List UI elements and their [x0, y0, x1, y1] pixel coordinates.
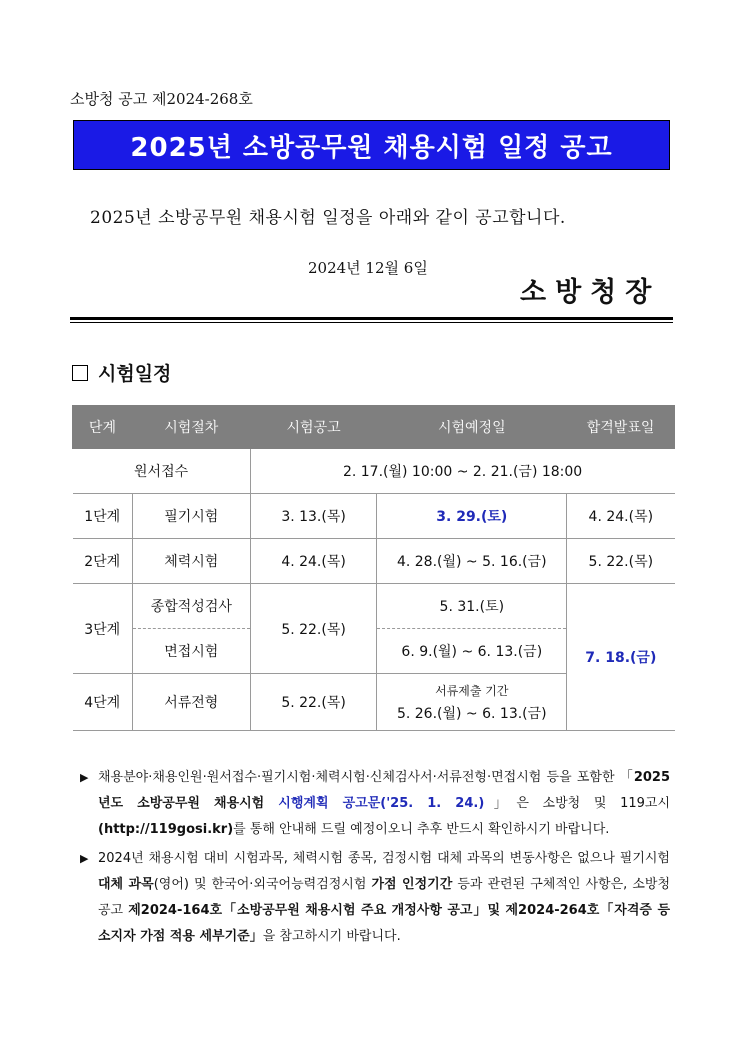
header-stage: 단계 — [73, 406, 133, 449]
page-title: 2025년 소방공무원 채용시험 일정 공고 — [130, 132, 613, 163]
application-label: 원서접수 — [73, 449, 251, 494]
procedure-cell: 필기시험 — [132, 494, 250, 539]
procedure-cell: 체력시험 — [132, 539, 250, 584]
note-bold: 가점 인정기간 — [371, 877, 453, 892]
stage-cell: 4단계 — [73, 674, 133, 731]
note-1 — [80, 765, 670, 843]
procedure-cell: 종합적성검사 — [132, 584, 250, 629]
notice-date: 2024년 12월 6일 — [308, 259, 428, 277]
header-result-date: 합격발표일 — [567, 406, 675, 449]
note-link[interactable]: (http://119gosi.kr) — [98, 822, 234, 837]
note-text: 을 참고하시기 바랍니다. — [262, 929, 401, 944]
title-banner — [73, 120, 670, 170]
procedure-cell: 서류전형 — [132, 674, 250, 731]
note-highlight: 시행계획 공고문('25. 1. 24.) — [278, 796, 485, 811]
note-text: 등과 관련된 구체적인 사항은, 소방청 공고 — [98, 877, 671, 918]
final-result-cell: 7. 18.(금) — [567, 584, 675, 731]
exam-note: 서류제출 기간 — [435, 683, 509, 698]
exam-date-cell: 4. 28.(월) ~ 5. 16.(금) — [377, 539, 567, 584]
header-exam-date: 시험예정일 — [377, 406, 567, 449]
divider-thin — [70, 322, 673, 323]
stage-cell: 1단계 — [73, 494, 133, 539]
header-procedure: 시험절차 — [132, 406, 250, 449]
note-text: 를 통해 안내해 드릴 예정이오니 추후 반드시 확인하시기 바랍니다. — [233, 822, 610, 837]
notice-cell: 3. 13.(목) — [250, 494, 377, 539]
exam-date-value: 5. 26.(월) ~ 6. 13.(금) — [396, 705, 547, 722]
table-row — [73, 494, 675, 539]
header-notice: 시험공고 — [250, 406, 377, 449]
note-bold: 대체 과목 — [98, 877, 154, 892]
signer: 소방청장 — [520, 277, 661, 308]
table-row — [73, 584, 675, 629]
triangle-bullet-icon: ▶ — [80, 852, 89, 865]
table-row — [73, 539, 675, 584]
notice-cell: 5. 22.(목) — [250, 674, 377, 731]
triangle-bullet-icon: ▶ — [80, 771, 89, 784]
result-cell: 4. 24.(목) — [567, 494, 675, 539]
note-text: 」은 소방청 및 119고시 — [484, 796, 671, 811]
notice-cell: 4. 24.(목) — [250, 539, 377, 584]
exam-date-cell: 6. 9.(월) ~ 6. 13.(금) — [377, 629, 567, 674]
schedule-table — [72, 405, 675, 731]
note-1-text — [98, 765, 670, 843]
note-bold: 제2024-164호「소방공무원 채용시험 주요 개정사항 공고」및 제2024-264호「자격증 등 소지자 가점 적용 세부기준」 — [98, 903, 671, 944]
exam-date-cell — [377, 674, 567, 731]
note-text: 채용분야·채용인원·원서접수·필기시험·체력시험·신체검사서·서류전형·면접시험 등을 포함한 「 — [98, 770, 634, 785]
divider-thick — [70, 317, 673, 320]
note-2-text — [98, 846, 670, 950]
stage-cell: 3단계 — [73, 584, 133, 674]
note-text: 2024년 채용시험 대비 시험과목, 체력시험 종목, 검정시험 대체 과목의 변동사항은 없으나 필기시험 — [98, 851, 670, 866]
notice-cell: 5. 22.(목) — [250, 584, 377, 674]
checkbox-square-icon — [72, 365, 88, 381]
note-2 — [80, 846, 670, 950]
intro-text: 2025년 소방공무원 채용시험 일정을 아래와 같이 공고합니다. — [90, 208, 566, 228]
result-cell: 5. 22.(목) — [567, 539, 675, 584]
note-bold: 2025년도 소방공무원 채용시험 — [98, 770, 670, 811]
notice-number: 소방청 공고 제2024-268호 — [70, 90, 253, 108]
procedure-cell: 면접시험 — [132, 629, 250, 674]
exam-date-cell: 5. 31.(토) — [377, 584, 567, 629]
exam-date-cell: 3. 29.(토) — [377, 494, 567, 539]
application-period: 2. 17.(월) 10:00 ~ 2. 21.(금) 18:00 — [250, 449, 674, 494]
section-heading — [72, 359, 171, 386]
stage-cell: 2단계 — [73, 539, 133, 584]
section-title: 시험일정 — [98, 363, 172, 385]
note-text: (영어) 및 한국어·외국어능력검정시험 — [153, 877, 372, 892]
table-row — [73, 449, 675, 494]
table-header-row — [73, 406, 675, 449]
